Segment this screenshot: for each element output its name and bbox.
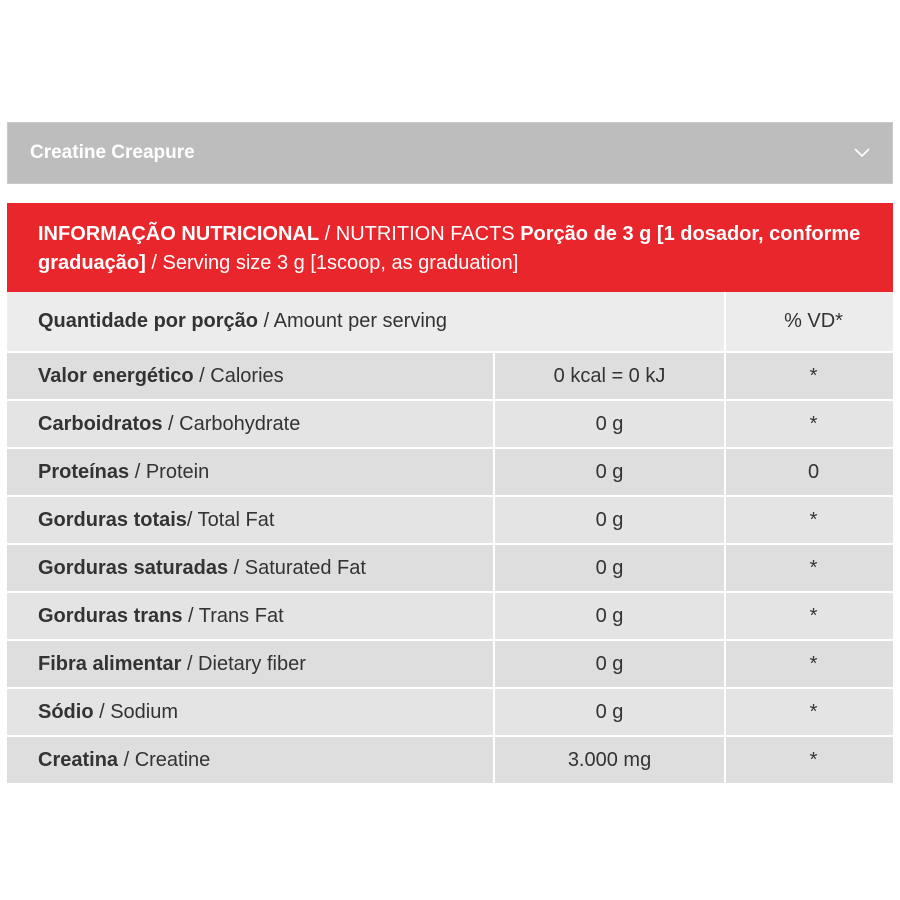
nutrient-name-en: / Sodium <box>93 700 179 723</box>
nutrient-name-pt: Gorduras trans <box>38 604 183 627</box>
nutrient-amount: 0 g <box>494 544 725 592</box>
nutrient-name <box>7 640 494 688</box>
nutrient-daily-value: * <box>725 592 893 640</box>
nutrient-daily-value: * <box>725 736 893 784</box>
nutrient-name-en: / Protein <box>129 460 210 483</box>
nutrient-amount: 0 g <box>494 592 725 640</box>
nutrient-amount: 0 g <box>494 496 725 544</box>
nutrient-daily-value: * <box>725 640 893 688</box>
nutrient-name-en: / Total Fat <box>186 508 275 531</box>
table-row <box>7 592 893 640</box>
facts-title-en: / NUTRITION FACTS <box>319 223 521 245</box>
nutrient-name <box>7 592 494 640</box>
nutrient-name <box>7 352 494 400</box>
nutrient-name-en: / Saturated Fat <box>228 556 366 579</box>
amount-label-pt: Quantidade por porção <box>38 310 259 332</box>
amount-label-en: / Amount per serving <box>258 310 448 332</box>
nutrient-daily-value: * <box>725 400 893 448</box>
nutrient-name-pt: Fibra alimentar <box>38 652 182 675</box>
nutrition-table <box>7 292 893 785</box>
nutrient-name <box>7 496 494 544</box>
nutrient-daily-value: 0 <box>725 448 893 496</box>
product-info-section <box>7 122 893 785</box>
nutrient-name <box>7 736 494 784</box>
nutrient-name-pt: Gorduras saturadas <box>38 556 229 579</box>
table-row <box>7 400 893 448</box>
nutrient-amount: 0 g <box>494 640 725 688</box>
accordion-panel <box>7 203 893 785</box>
nutrient-name-pt: Sódio <box>38 700 94 723</box>
nutrient-name-pt: Valor energético <box>38 364 194 387</box>
nutrient-amount: 0 g <box>494 400 725 448</box>
table-row <box>7 640 893 688</box>
nutrient-name <box>7 448 494 496</box>
nutrient-name-en: / Trans Fat <box>182 604 284 627</box>
nutrient-name-en: / Calories <box>193 364 284 387</box>
amount-label <box>7 292 725 352</box>
nutrient-daily-value: * <box>725 688 893 736</box>
nutrient-amount: 3.000 mg <box>494 736 725 784</box>
nutrient-daily-value: * <box>725 544 893 592</box>
nutrient-daily-value: * <box>725 496 893 544</box>
serving-size-en: / Serving size 3 g [1scoop, as graduation] <box>145 252 519 274</box>
nutrient-daily-value: * <box>725 352 893 400</box>
nutrient-amount: 0 g <box>494 448 725 496</box>
nutrient-name-en: / Carbohydrate <box>162 412 301 435</box>
nutrient-name-en: / Creatine <box>118 748 211 771</box>
table-row <box>7 496 893 544</box>
facts-title-pt: INFORMAÇÃO NUTRICIONAL <box>38 223 320 245</box>
nutrition-facts-header <box>7 203 893 292</box>
nutrient-name <box>7 544 494 592</box>
serving-size-pt: Porção de 3 g [1 dosador, conforme graduação] <box>38 223 861 274</box>
vd-header: % VD* <box>725 292 893 352</box>
table-row <box>7 448 893 496</box>
nutrient-name-pt: Carboidratos <box>38 412 163 435</box>
chevron-down-icon[interactable] <box>854 148 870 158</box>
nutrient-name <box>7 400 494 448</box>
table-row <box>7 352 893 400</box>
nutrient-amount: 0 g <box>494 688 725 736</box>
accordion-header[interactable] <box>7 122 893 184</box>
nutrient-amount: 0 kcal = 0 kJ <box>494 352 725 400</box>
table-row <box>7 736 893 784</box>
table-row <box>7 544 893 592</box>
table-row <box>7 688 893 736</box>
nutrient-name-en: / Dietary fiber <box>181 652 306 675</box>
accordion-title: Creatine Creapure <box>30 142 195 163</box>
nutrient-name-pt: Gorduras totais <box>38 508 187 531</box>
nutrient-name-pt: Proteínas <box>38 460 130 483</box>
nutrient-name <box>7 688 494 736</box>
amount-per-serving-row <box>7 292 893 352</box>
nutrient-name-pt: Creatina <box>38 748 119 771</box>
